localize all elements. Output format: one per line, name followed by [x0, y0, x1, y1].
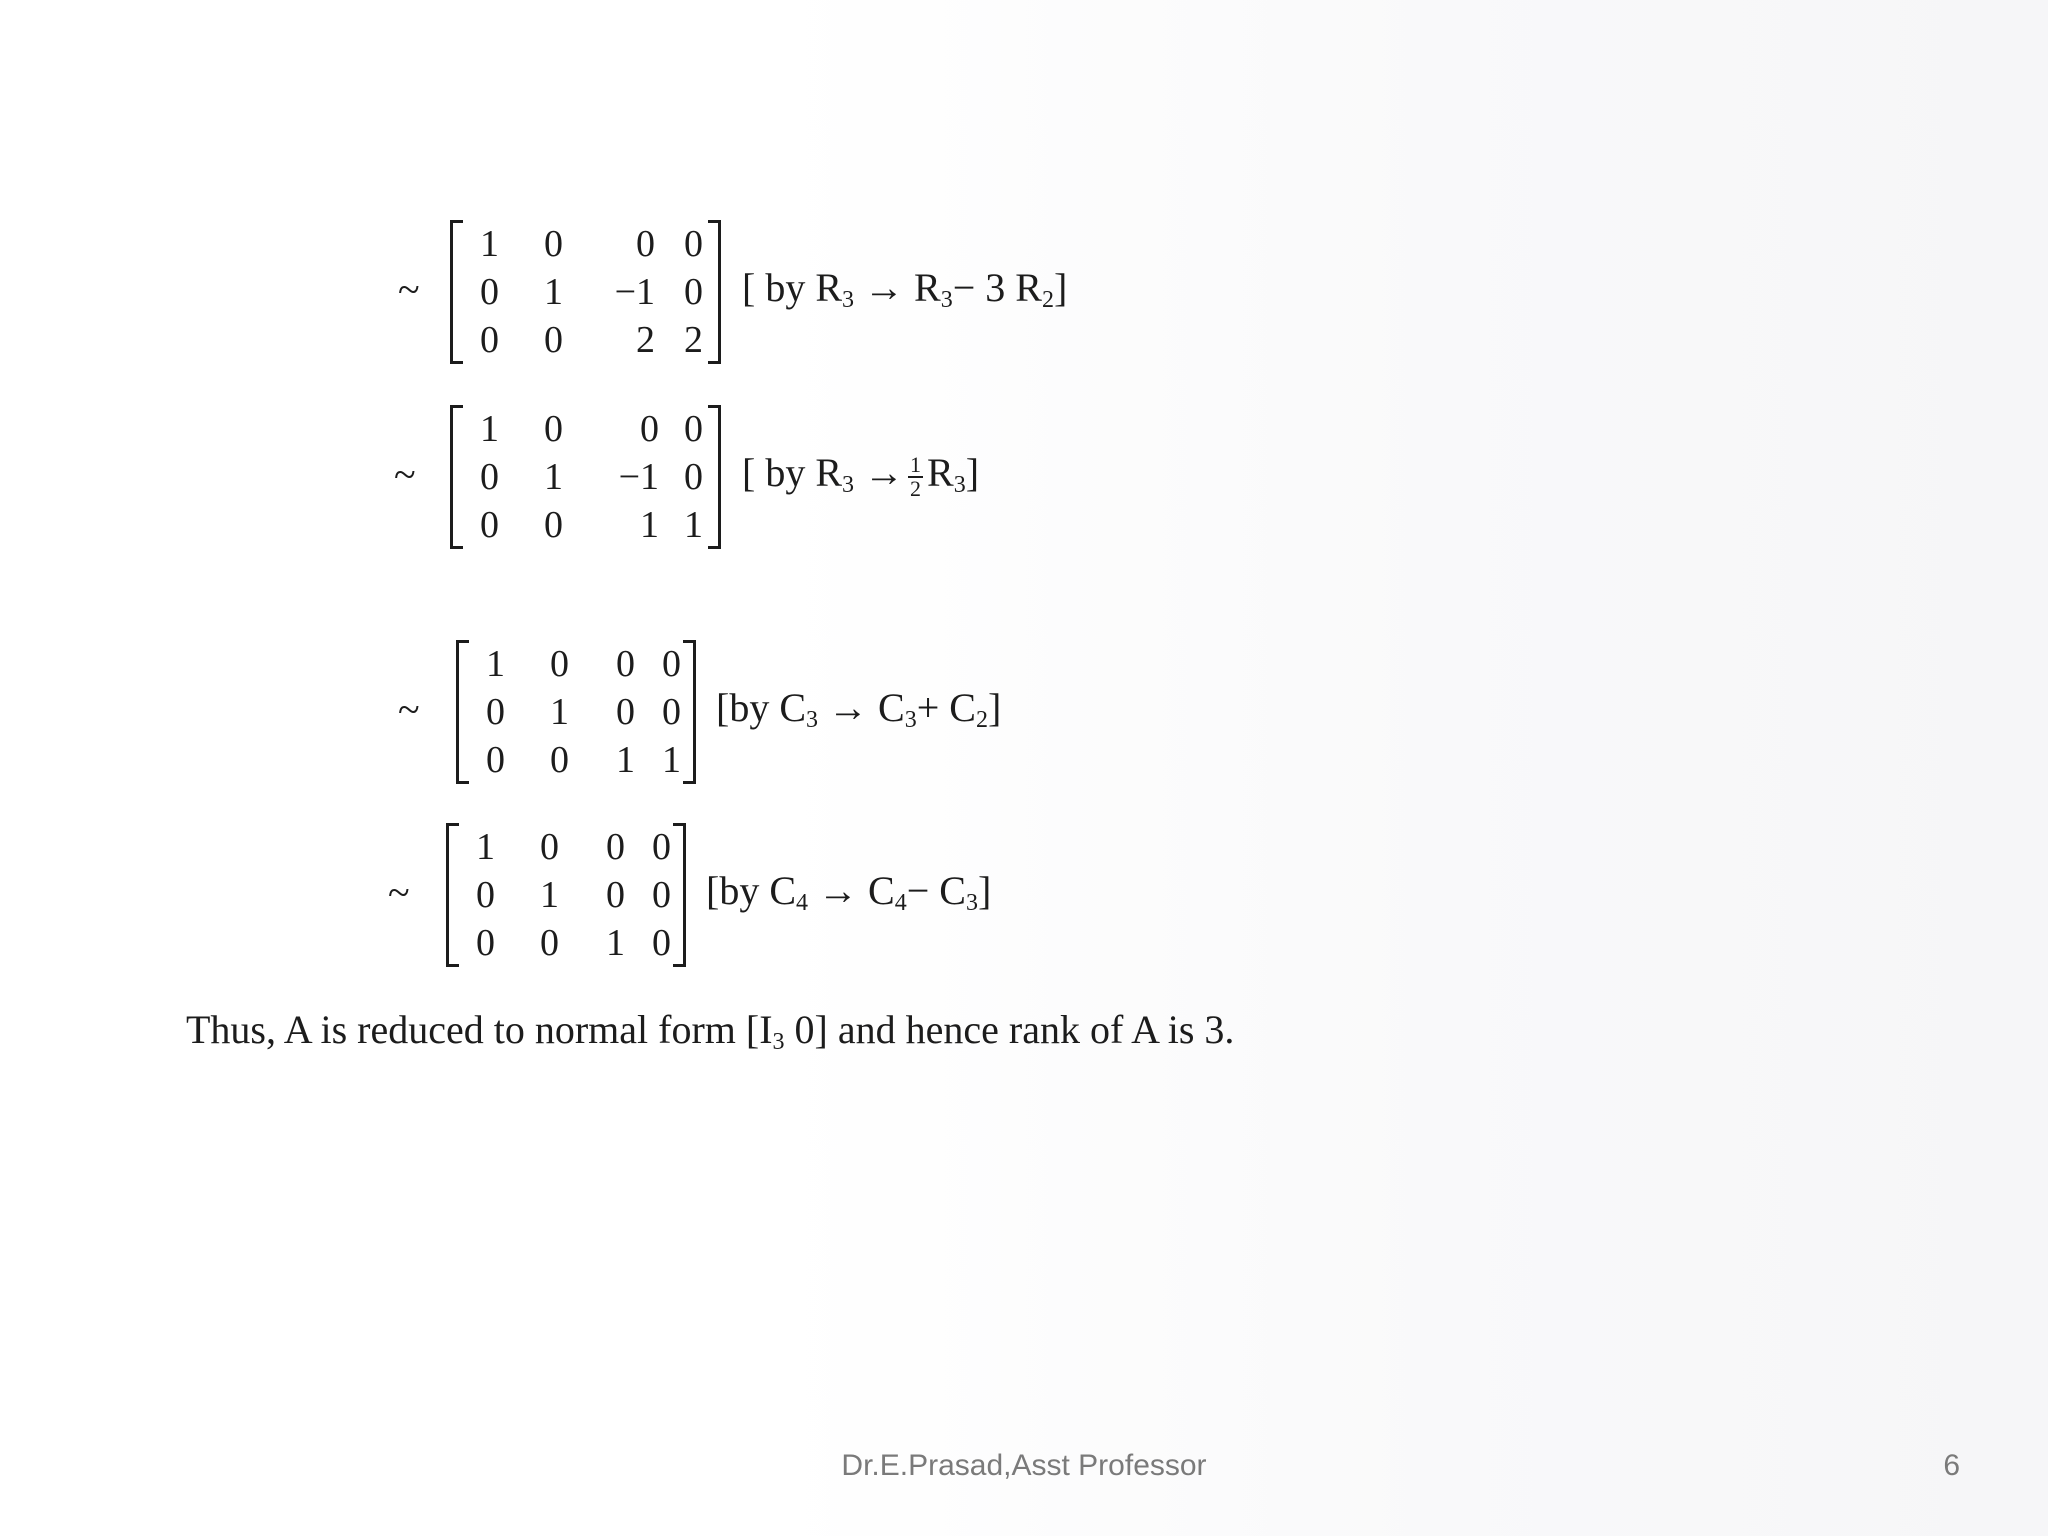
note-suffix: ]: [965, 450, 980, 495]
operation-note: [742, 266, 1067, 322]
matrix-cell: 0: [544, 319, 563, 361]
matrix-cell: 0: [652, 826, 671, 868]
note-rhs: R: [927, 450, 954, 495]
matrix-cell: 1: [640, 504, 659, 546]
note-prefix: [by C: [706, 868, 796, 913]
conclusion-subscript: 3: [772, 1029, 785, 1055]
matrix-cell: 1: [606, 922, 625, 964]
footer-author: Dr.E.Prasad,Asst Professor: [841, 1449, 1207, 1482]
fraction: [908, 451, 923, 501]
equivalence-symbol: ~: [398, 267, 420, 312]
matrix-cell: 1: [544, 456, 563, 498]
note-arrow: →: [854, 450, 904, 495]
matrix-cell: 0: [480, 456, 499, 498]
matrix-cell: 0: [480, 319, 499, 361]
matrix-cell: 0: [662, 691, 681, 733]
matrix: [456, 640, 696, 784]
matrix-cell: 0: [636, 223, 655, 265]
note-prefix: [ by R: [742, 265, 842, 310]
note-arrow: →: [818, 685, 878, 730]
note-suffix: ]: [1053, 265, 1068, 310]
matrix-cell: 0: [684, 271, 703, 313]
matrix-cell: 0: [544, 408, 563, 450]
reduction-step-1: [0, 220, 2048, 364]
note-subscript: 3: [965, 890, 978, 916]
matrix-cell: 1: [480, 223, 499, 265]
matrix-cell: −1: [618, 456, 659, 498]
matrix-cell: 0: [480, 504, 499, 546]
note-rhs: C: [878, 685, 905, 730]
matrix-cell: 1: [544, 271, 563, 313]
matrix-cell: 2: [684, 319, 703, 361]
matrix-cell: 1: [662, 739, 681, 781]
matrix-cell: 2: [636, 319, 655, 361]
note-subscript: 3: [904, 707, 917, 733]
equivalence-symbol: ~: [398, 687, 420, 732]
note-suffix: ]: [977, 868, 992, 913]
matrix: [450, 405, 721, 549]
matrix-cell: 0: [550, 739, 569, 781]
matrix-cell: 0: [652, 922, 671, 964]
matrix-cell: 0: [544, 223, 563, 265]
note-operation: − C: [906, 868, 966, 913]
reduction-step-3: [0, 640, 2048, 784]
matrix-cell: 0: [476, 922, 495, 964]
reduction-step-2: [0, 405, 2048, 549]
matrix-cell: 0: [616, 643, 635, 685]
note-subscript: 3: [806, 707, 818, 733]
matrix-cell: 0: [476, 874, 495, 916]
note-prefix: [ by R: [742, 450, 842, 495]
matrix: [446, 823, 686, 967]
note-subscript: 2: [1041, 287, 1054, 313]
operation-note: [716, 686, 1001, 742]
matrix-cell: 1: [476, 826, 495, 868]
matrix-cell: 0: [684, 456, 703, 498]
note-operation: − 3 R: [952, 265, 1042, 310]
matrix-cell: 0: [550, 643, 569, 685]
note-subscript: 4: [894, 890, 907, 916]
fraction-numerator: 1: [910, 451, 921, 477]
note-suffix: ]: [987, 685, 1002, 730]
matrix-cell: 0: [486, 691, 505, 733]
note-subscript: 3: [842, 287, 854, 313]
matrix-cell: 1: [486, 643, 505, 685]
conclusion-before: Thus, A is reduced to normal form [I: [186, 1007, 773, 1052]
matrix-cell: 0: [684, 223, 703, 265]
matrix-cell: −1: [614, 271, 655, 313]
note-rhs: C: [868, 868, 895, 913]
matrix-cell: 1: [550, 691, 569, 733]
matrix-cell: 1: [684, 504, 703, 546]
operation-note: [706, 869, 991, 925]
reduction-step-4: [0, 823, 2048, 967]
note-operation: + C: [916, 685, 976, 730]
matrix-cell: 0: [684, 408, 703, 450]
note-subscript: 3: [940, 287, 953, 313]
matrix-cell: 0: [652, 874, 671, 916]
note-subscript: 4: [796, 890, 808, 916]
matrix-cell: 1: [480, 408, 499, 450]
matrix-cell: 0: [480, 271, 499, 313]
operation-note: [742, 451, 979, 507]
matrix-cell: 0: [606, 826, 625, 868]
fraction-denominator: 2: [910, 475, 921, 501]
matrix-cell: 0: [540, 826, 559, 868]
note-arrow: →: [854, 265, 914, 310]
equivalence-symbol: ~: [394, 452, 416, 497]
matrix-cell: 0: [616, 691, 635, 733]
matrix-cell: 0: [606, 874, 625, 916]
conclusion-after: 0] and hence rank of A is 3.: [784, 1007, 1235, 1052]
matrix-cell: 1: [616, 739, 635, 781]
matrix-cell: 0: [544, 504, 563, 546]
matrix-cell: 0: [640, 408, 659, 450]
note-arrow: →: [808, 868, 868, 913]
note-subscript: 3: [953, 472, 966, 498]
note-prefix: [by C: [716, 685, 806, 730]
matrix: [450, 220, 721, 364]
matrix-cell: 1: [540, 874, 559, 916]
matrix-cell: 0: [486, 739, 505, 781]
equivalence-symbol: ~: [388, 870, 410, 915]
note-rhs: R: [914, 265, 941, 310]
slide-number: 6: [1943, 1449, 1960, 1482]
note-subscript: 3: [842, 472, 854, 498]
matrix-cell: 0: [540, 922, 559, 964]
matrix-cell: 0: [662, 643, 681, 685]
note-subscript: 2: [975, 707, 988, 733]
conclusion-text: [186, 1004, 1234, 1068]
